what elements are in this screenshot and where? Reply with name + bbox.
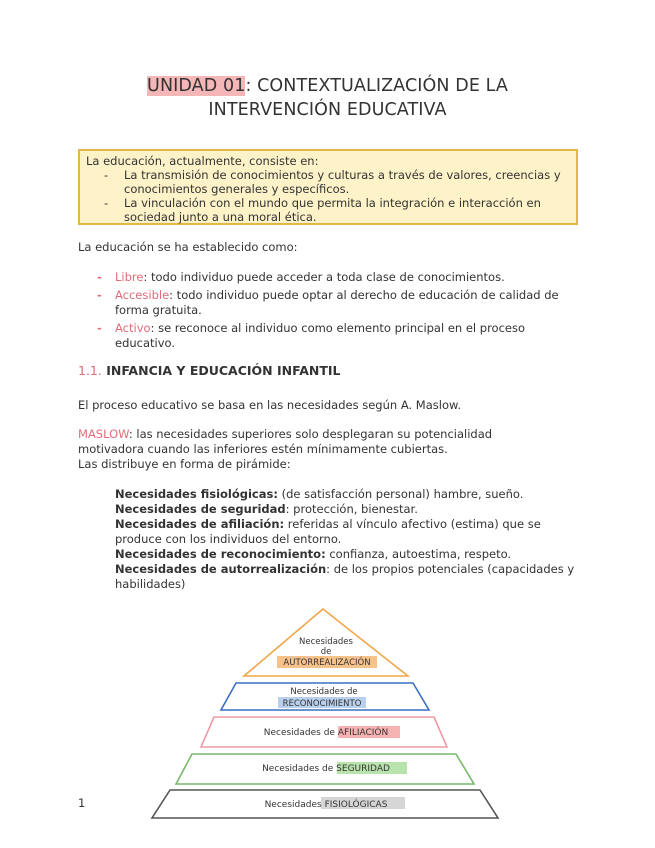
established-intro: La educación se ha establecido como: bbox=[78, 240, 298, 254]
dash-bullet: - bbox=[97, 321, 102, 335]
maslow-line2: Las distribuye en forma de pirámide: bbox=[78, 457, 291, 471]
maslow-term: MASLOW bbox=[78, 427, 129, 441]
callout-intro: La educación, actualmente, consiste en: bbox=[86, 154, 319, 168]
pyramid-level4-text bbox=[262, 764, 390, 774]
need-term: Necesidades de reconocimiento: bbox=[115, 547, 326, 561]
pyramid-level5-highlight: FISIOLÓGICAS bbox=[324, 800, 388, 810]
pyramid-level4-prefix: Necesidades de bbox=[262, 764, 337, 774]
need-term: Necesidades fisiológicas: bbox=[115, 487, 278, 501]
dash-bullet: - bbox=[104, 168, 109, 182]
term-libre: Libre bbox=[115, 270, 144, 284]
need-term: Necesidades de autorrealización bbox=[115, 562, 327, 576]
pyramid-level3-text bbox=[264, 726, 389, 738]
pyramid-level4-highlight: SEGURIDAD bbox=[336, 764, 390, 774]
need-term: Necesidades de seguridad bbox=[115, 502, 286, 516]
item-text: : se reconoce al individuo como elemento principal en el proceso educativo. bbox=[115, 321, 526, 350]
pyramid-level3-highlight: AFILIACIÓN bbox=[337, 728, 389, 738]
maslow-text: : las necesidades superiores solo desplegaran su potencialidad motivadora cuando las inferiores estén mínimamente cubiertas. bbox=[78, 427, 493, 456]
pyramid-level3-prefix: Necesidades de bbox=[263, 728, 338, 738]
maslow-intro: El proceso educativo se basa en las necesidades según A. Maslow. bbox=[78, 398, 462, 412]
title-line2: INTERVENCIÓN EDUCATIVA bbox=[208, 100, 447, 120]
pyramid-level5-text bbox=[265, 798, 388, 810]
dash-bullet: - bbox=[104, 196, 109, 210]
pyramid-top-line1: Necesidades bbox=[299, 637, 353, 647]
item-text: : todo individuo puede acceder a toda clase de conocimientos. bbox=[143, 270, 505, 284]
section-number: 1.1. bbox=[78, 363, 102, 378]
need-text: (de satisfacción personal) hambre, sueño. bbox=[277, 487, 524, 501]
page-number: 1 bbox=[78, 796, 86, 810]
pyramid-level5-prefix: Necesidades bbox=[264, 800, 325, 810]
need-text: referidas al vínculo afectivo (estima) que se produce con los individuos del entorno. bbox=[115, 517, 541, 546]
pyramid-top-line2: de bbox=[320, 647, 332, 657]
need-text: confianza, autoestima, respeto. bbox=[325, 547, 512, 561]
need-term: Necesidades de afiliación: bbox=[115, 517, 285, 531]
title-line1-rest: : CONTEXTUALIZACIÓN DE LA bbox=[245, 76, 508, 96]
pyramid-level2-highlight: RECONOCIMIENTO bbox=[282, 699, 362, 709]
need-text: : de los propios potenciales (capacidades y habilidades) bbox=[115, 562, 575, 591]
dash-bullet: - bbox=[97, 270, 102, 284]
term-activo: Activo bbox=[115, 321, 151, 335]
term-accesible: Accesible bbox=[115, 288, 170, 302]
callout-item-text: La vinculación con el mundo que permita la integración e interacción en sociedad junto a una moral ética. bbox=[124, 196, 541, 224]
callout-item-text: La transmisión de conocimientos y culturas a través de valores, creencias y conocimientos generales y específicos. bbox=[124, 168, 561, 196]
pyramid-level2-line1: Necesidades de bbox=[290, 687, 358, 697]
item-text: : todo individuo puede optar al derecho de educación de calidad de forma gratuita. bbox=[115, 288, 559, 317]
pyramid-top-highlight: AUTORREALIZACIÓN bbox=[283, 658, 371, 668]
section-title: INFANCIA Y EDUCACIÓN INFANTIL bbox=[101, 363, 341, 378]
need-text: : protección, bienestar. bbox=[285, 502, 418, 516]
dash-bullet: - bbox=[97, 288, 102, 302]
unit-highlight: UNIDAD 01 bbox=[147, 76, 246, 96]
